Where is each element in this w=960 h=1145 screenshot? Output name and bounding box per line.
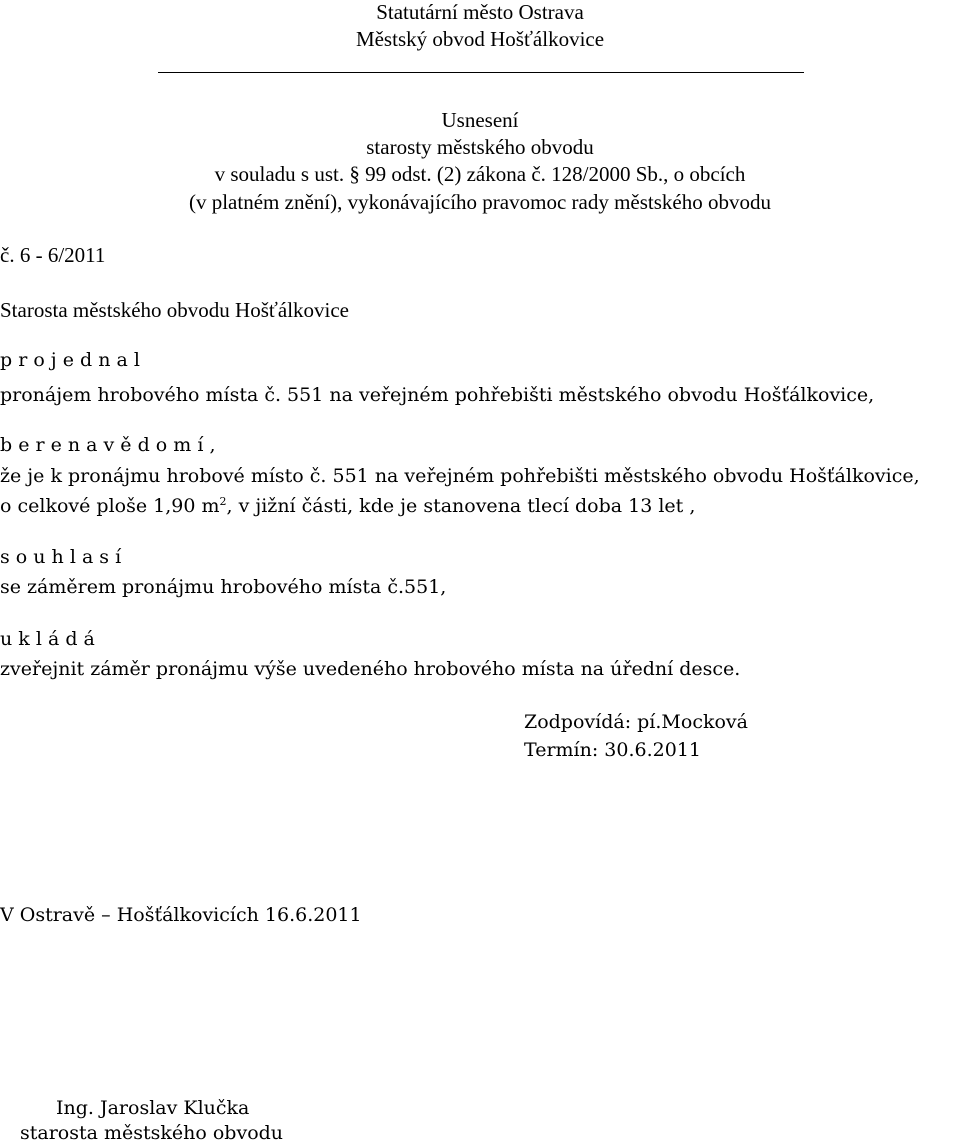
resolution-number: č. 6 - 6/2011 — [0, 243, 106, 267]
discussed-text: pronájem hrobového místa č. 551 na veřejném pohřebišti městského obvodu Hošťálkovice, — [0, 384, 875, 406]
header-district: Městský obvod Hošťálkovice — [355, 27, 605, 51]
deadline: Termín: 30.6.2011 — [524, 739, 701, 761]
noted-label: b e r e n a v ě d o m í , — [0, 434, 216, 456]
subject-line: Starosta městského obvodu Hošťálkovice — [0, 298, 350, 322]
discussed-label: p r o j e d n a l — [0, 349, 140, 371]
agrees-label: s o u h l a s í — [0, 546, 122, 568]
responsible-person: Zodpovídá: pí.Mocková — [524, 711, 748, 733]
resolution-subheading: starosty městského obvodu — [366, 135, 594, 159]
square-meter-superscript: 2 — [219, 495, 227, 508]
noted-text-2-start: o celkové ploše 1,90 m — [0, 495, 220, 517]
header-city: Statutární město Ostrava — [376, 0, 584, 24]
orders-label: u k l á d á — [0, 628, 95, 650]
noted-text-2-end: , v jižní části, kde je stanovena tlecí doba 13 let , — [226, 495, 696, 517]
noted-text-2 — [0, 494, 695, 518]
authority-text: (v platném znění), vykonávajícího pravomoc rady městského obvodu — [188, 190, 771, 214]
legal-basis: v souladu s ust. § 99 odst. (2) zákona č. 128/2000 Sb., o obcích — [214, 162, 746, 186]
agrees-text: se záměrem pronájmu hrobového místa č.551, — [0, 576, 447, 598]
resolution-heading: Usnesení — [441, 108, 519, 132]
orders-text: zveřejnit záměr pronájmu výše uvedeného hrobového místa na úřední desce. — [0, 658, 741, 680]
noted-text-1: že je k pronájmu hrobové místo č. 551 na veřejném pohřebišti městského obvodu Hošťálkovice, — [0, 465, 920, 487]
signatory-role: starosta městského obvodu — [20, 1122, 284, 1144]
header-rule — [158, 72, 804, 73]
signatory-name: Ing. Jaroslav Klučka — [56, 1097, 250, 1119]
place-date: V Ostravě – Hošťálkovicích 16.6.2011 — [0, 904, 362, 926]
